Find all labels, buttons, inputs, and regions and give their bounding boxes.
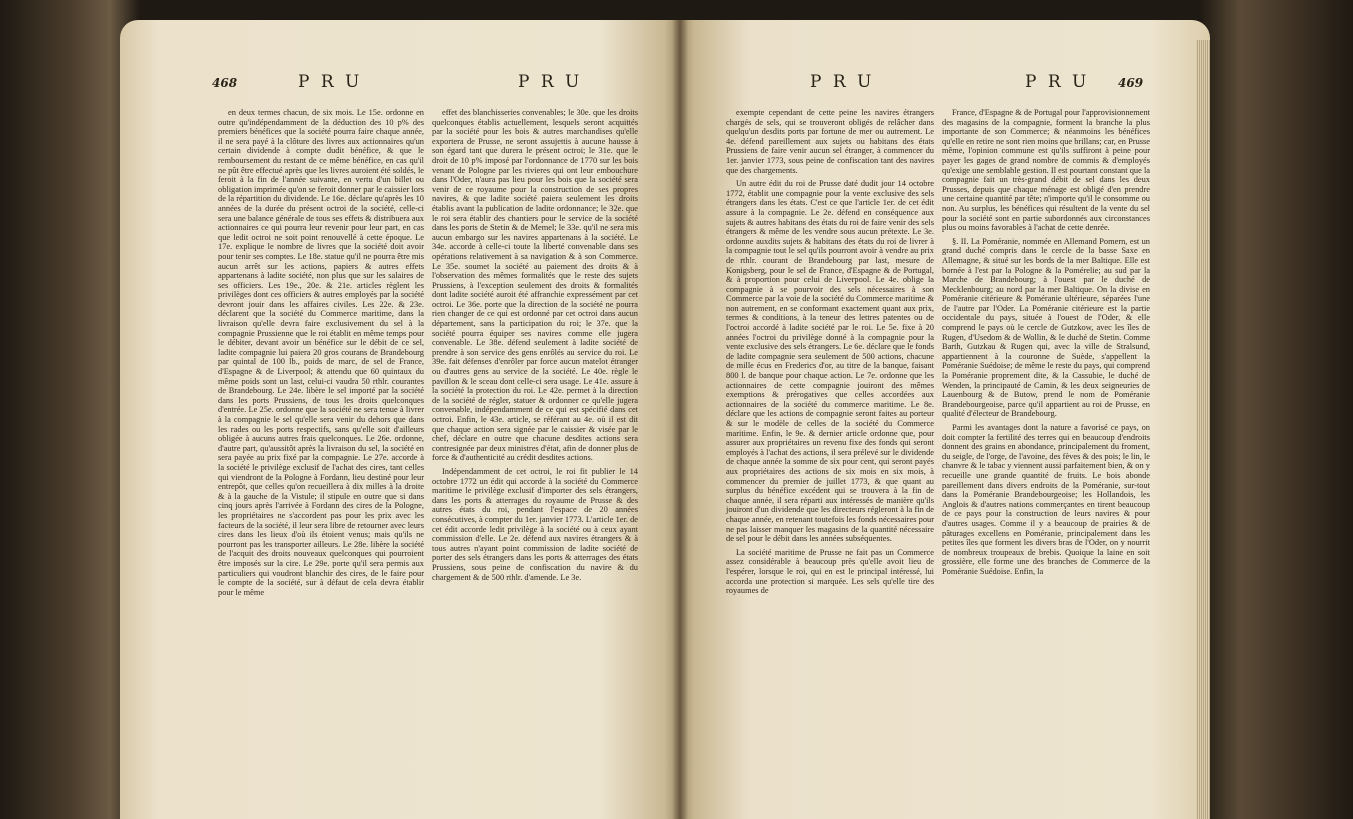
paragraph: en deux termes chacun, de six mois. Le 15e. ordonne en outre qu'indépendamment de la déduction des 10 p% des premiers bénéfices que la société pourra faire chaque année, il ne sera payé à la clôture des livres aux actionnaires qu'un certain dividende à compte dudit bénéfice, & que le remboursement du restant de ce même bénéfice, en cas qu'il ne pût être effectué après que les livres auroient été soldés, le feroit à la fin de l'année suivante, en vertu d'un billet ou obligation imprimée qu'on se feroit donner par le caissier lors de la répartition du dividende. Le 16e. déclare qu'après les 10 années de la durée du présent octroi de la société, celle-ci sera une balance générale de tous ses effets & distribuera aux actionnaires ce qui pourra leur revenir pour leur part, en cas que ledit octroi ne soit point renouvellé à cette époque. Le 17e. explique le nombre de livres que la société doit avoir pour tenir ses comptes. Le 18e. statue qu'il ne pourra être mis aucun arrêt sur les actions, papiers & autres effets appartenans à ladite société, non plus que sur les salaires de ses officiers. Les 19e., 20e. & 21e. articles règlent les privilèges dont ces officiers & autres employés par la société devront jouir dans les affaires civiles. Les 22e. & 23e. déclarent que la société du Commerce maritime, dans la livraison qu'elle devra faire exclusivement du sel à la compagnie Prussienne que le roi établit en même temps pour le débiter, devant avoir un bénéfice sur le débit de ce sel, ladite compagnie lui paiera 20 gros courans de Brandebourg par quintal de 100 lb., poids de marc, de sel de France, d'Espagne & de Liverpool; & attendu que 60 quintaux du même poids sont un last, celui-ci vaudra 50 rthlr. courantes de Brandebourg. Le 24e. libère le sel importé par la société dans les ports Prussiens, de tous les droits quelconques d'entrée. Le 25e. ordonne que la société ne sera tenue à livrer à la compagnie le sel qu'elle sera venir du dehors que dans les rades ou les ports respectifs, sans qu'elle soit d'ailleurs obligée à aucuns autres frais quelconques. Le 26e. ordonne, d'autre part, qu'aussitôt après la livraison du sel, la société en sera payée au prix fixé par la compagnie. Le 27e. accorde à la société le privilège exclusif de l'achat des cires, tant celles qui viendront de la Pologne à Fordann, lieu destiné pour leur entrepôt, que celles qu'on recueillera à dix milles à la droite & à la gauche de la Vistule; il stipule en outre que si dans cinq jours après l'arrivée à Fordann des cires de la Pologne, les propriétaires ne s'accordent pas pour les prix avec les facteurs de la société, il leur sera libre de retourner avec leurs cires dans les lieux d'où ils étoient venus; mais qu'ils ne pourront pas les transporter ailleurs. Le 28e. libère la société de l'acquit des droits nouveaux quelconques qui pourroient être imposés sur la cire. Le 29e. porte qu'il sera permis aux particuliers qui voudront blanchir des cires, de le faire pour le compte de la société, sur à défaut de cela devra établir pour le même — [218, 108, 424, 597]
right-column-1 — [726, 108, 934, 600]
left-page-number: 468 — [212, 76, 238, 90]
paragraph: effet des blanchisseries convenables; le 30e. que les droits quelconques établis actuellement, lesquels seront acquittés par la société pour les bois & autres marchandises qu'elle exportera de Prusse, ne seront assujettis à aucune hausse à son égard tant que durera le présent octroi; le 31e. que le droit de 10 p% imposé par l'ordonnance de 1770 sur les bois venant de Pologne par les rivieres qui ont leur embouchure dans l'Oder, n'aura pas lieu pour les bois que la société sera venir de ce royaume pour la construction de ses propres navires, & que ladite société paiera seulement les droits établis avant la publication de ladite ordonnance; le 32e. que le roi sera établir des chantiers pour le service de la société dans les ports de Stetin & de Memel; le 33e. qu'il ne sera mis aucun embargo sur les navires appartenans à la société. Le 34e. accorde à celle-ci toute la liberté convenable dans ses opérations relativement à sa navigation & à son Commerce. Le 35e. soumet la société au paiement des droits & à l'observation des mêmes formalités que le reste des sujets Prussiens, à l'exception seulement des droits & formalités dont ladite société auroit été affranchie expressément par cet octroi. Le 36e. porte que la direction de la société ne pourra rien changer de ce qui est ordonné par cet octroi dans aucun département, sans la participation du roi; le 37e. que la société pourra équiper ses navires comme elle jugera convenable. Le 38e. défend seulement à ladite société de prendre à son service des gens enrôlés au service du roi. Le 39e. fait défenses d'enrôler par force aucun matelot étranger ou d'autres gens au service de la société. Le 40e. règle le pavillon & le sceau dont celle-ci sera usage. Le 41e. assure à la société la protection du roi. Le 42e. permet à la direction de la société de régler, statuer & ordonner ce qu'elle jugera convenable, indépendamment de ce qui est spécifié dans cet octroi. Enfin, le 43e. article, se référant au 4e. où il est dit que chaque action sera signée par le caissier & visée par le chef, déclare en outre que chacune desdites actions sera contresignée par deux ministres d'état, afin de donner plus de force & d'authenticité au crédit desdites actions. — [432, 108, 638, 463]
paragraph: La société maritime de Prusse ne fait pas un Commerce assez considérable à beaucoup près qu'elle avoit lieu de l'espérer, lorsque le roi, qui en est le principal intéressé, lui accorda une protection si marquée. Les sels qu'elle tire des royaumes de — [726, 547, 934, 596]
page-edges — [1196, 40, 1210, 819]
left-column-2 — [432, 108, 638, 586]
left-running-head-1: P R U — [298, 72, 363, 92]
left-page — [120, 20, 680, 819]
left-running-head-2: P R U — [518, 72, 583, 92]
paragraph: Un autre édit du roi de Prusse daté dudit jour 14 octobre 1772, établit une compagnie pour la vente exclusive des sels étrangers dans les états. C'est ce que l'article 1er. de cet édit assure à la compagnie. Le 2e. défend en conséquence aux sujets & autres habitans des états du roi de faire venir des sels étrangers & même de les vendre sous aucun prétexte. Le 3e. ordonne auxdits sujets & habitans des états du roi de livrer à la compagnie tout le sel qu'ils pourront avoir à vendre au prix de rthlr. courant de Brandebourg par last, mesure de Konigsberg, pour le sel de France, d'Espagne & de Portugal, & à proportion pour celui de Liverpool. Le 4e. oblige la compagnie à se pourvoir des sels nécessaires à son Commerce par la voie de la société du Commerce maritime & non autrement, en se conformant exactement quant aux prix, termes & conditions, à la teneur des lettres patentes ou de l'octroi accordé à ladite société par le roi. Le 5e. fixe à 20 années l'octroi du privilège donné à la compagnie pour la vente exclusive des sels étrangers. Le 6e. déclare que le fonds de ladite compagnie sera seulement de 500 actions, chacune de mille écus en Frederics d'or, au titre de la banque, faisant 800 l. de banque pour chaque action. Le 7e. ordonne que les actionnaires de cette compagnie jouiront des mêmes exemptions & prérogatives que celles accordées aux actionnaires de la société du commerce maritime. Le 8e. déclare que les actions de compagnie seront faites au porteur & sur le modèle de celles de la société du Commerce maritime. Enfin, le 9e. & dernier article ordonne que, pour assurer aux propriétaires un revenu fixe des fonds qui seront employés à l'achat des actions, il sera prélevé sur le dividende de chaque année la somme de six pour cent, qui seront payés aux propriétaires des actions de six mois en six mois, à commencer du premier de juillet 1773, & que quant au surplus du bénéfice excédent qui se trouvera à la fin de chaque année, il sera réparti aux intéressés de manière qu'ils jouiront d'un dividende que les directeurs régleront à la fin de chaque année, en retenant toutefois les fonds nécessaires pour ne pas laisser manquer les magasins de la quantité nécessaire de sel pour le débit dans les années subséquentes. — [726, 179, 934, 544]
right-column-2 — [942, 108, 1150, 581]
right-running-head-1: P R U — [810, 72, 875, 92]
paragraph: §. II. La Poméranie, nommée en Allemand Pomern, est un grand duché compris dans le cercle de la basse Saxe en Allemagne, & situé sur les bords de la mer Baltique. Elle est bornée à l'est par la Pologne & la Pomérelie; au sud par la Marche de Brandebourg; à l'ouest par le duché de Mecklenbourg; au nord par la mer Baltique. On la divise en Poméranie citérieure & Poméranie ultérieure, séparées l'une de l'autre par l'Oder. La Poméranie citérieure est la partie occidentale du pays, située à l'ouest de l'Oder, & elle comprend le pays où le cercle de Gutzkow, avec les îles de Rugen, d'Usedom & de Wollin, & le duché de Stetin. Comme Barth, Gutzkau & Rugen qui, avec la ville de Stralsund, appartiennent à la couronne de Suède, s'appellent la Poméranie Suédoise; de même le reste du pays, qui comprend la Poméranie proprement dite, & la Cassubie, le duché de Wenden, la principauté de Camin, & les deux seigneuries de Lauenbourg & de Butow, prend le nom de Poméranie Brandebourgeoise, parce qu'il appartient au roi de Prusse, en qualité d'électeur de Brandebourg. — [942, 236, 1150, 419]
paragraph: Parmi les avantages dont la nature a favorisé ce pays, on doit compter la fertilité des terres qui en beaucoup d'endroits donnent des grains en abondance, principalement du froment, du seigle, de l'orge, de l'avoine, des fèves & des pois; le lin, le chanvre & le tabac y viennent aussi parfaitement bien, & on y recueille une grande quantité de fruits. Le bois abonde pareillement dans divers endroits de la Poméranie, sur-tout dans la Poméranie Brandebourgeoise; les Hollandois, les Anglois & d'autres nations commerçantes en tirent beaucoup de ce pays pour la construction de leurs navires & pour d'autres usages. Comme il y a beaucoup de prairies & de pâturages excellens en Poméranie, principalement dans les petites îles que forment les divers bras de l'Oder, on y nourrit de nombreux troupeaux de brebis. Quoique la laine en soit grossière, elle forme une des branches de Commerce de la Poméranie Suédoise. Enfin, la — [942, 423, 1150, 576]
right-running-head-2: P R U — [1025, 72, 1090, 92]
book-gutter — [672, 20, 688, 819]
left-column-1 — [218, 108, 424, 601]
paragraph: France, d'Espagne & de Portugal pour l'approvisionnement des magasins de la compagnie, forment la branche la plus importante de son Commerce; & néanmoins les bénéfices qu'elle en retire ne sont rien moins que brillans; car, en Prusse même, l'opinion commune est qu'ils suffiront à peine pour payer les gages de grand nombre de commis & d'employés qu'exige une semblable gestion. Il est pourtant constant que la compagnie fait un très-grand débit de sel dans les deux Prusses, depuis que chaque ménage est obligé d'en prendre une certaine quantité par tête; n'importe qu'il le consomme ou non. Au surplus, les bénéfices qui résultent de la vente du sel pour la société sont en partie subordonnés aux circonstances plus ou moins favorables à l'achat de cette denrée. — [942, 108, 1150, 233]
paragraph: Indépendamment de cet octroi, le roi fit publier le 14 octobre 1772 un édit qui accorde à la société du Commerce maritime le privilège exclusif d'importer des sels étrangers, dans les ports & atterrages du royaume de Prusse & des autres états du roi, pendant l'espace de 20 années consécutives, à compter du 1er. janvier 1773. L'article 1er. de cet édit accorde ledit privilège à la société ou à ceux ayant commission d'elle. Le 2e. défend aux navires étrangers & à tous autres n'ayant point commission de ladite société de porter des sels étrangers dans les ports & atterrages des états Prussiens, sous peine de confiscation du navire & du chargement & de 500 rthlr. d'amende. Le 3e. — [432, 466, 638, 582]
paragraph: exempte cependant de cette peine les navires étrangers chargés de sels, qui se trouveront obligés de relâcher dans quelqu'un desdits ports par fortune de mer ou autrement. Le 4e. défend pareillement aux sujets ou habitans des états Prussiens de faire venir aucun sel étranger, à commencer du 1er. janvier 1773, sous peine de confiscation tant des navires que des chargements. — [726, 108, 934, 175]
right-page-number: 469 — [1118, 76, 1144, 90]
right-page — [680, 20, 1210, 819]
